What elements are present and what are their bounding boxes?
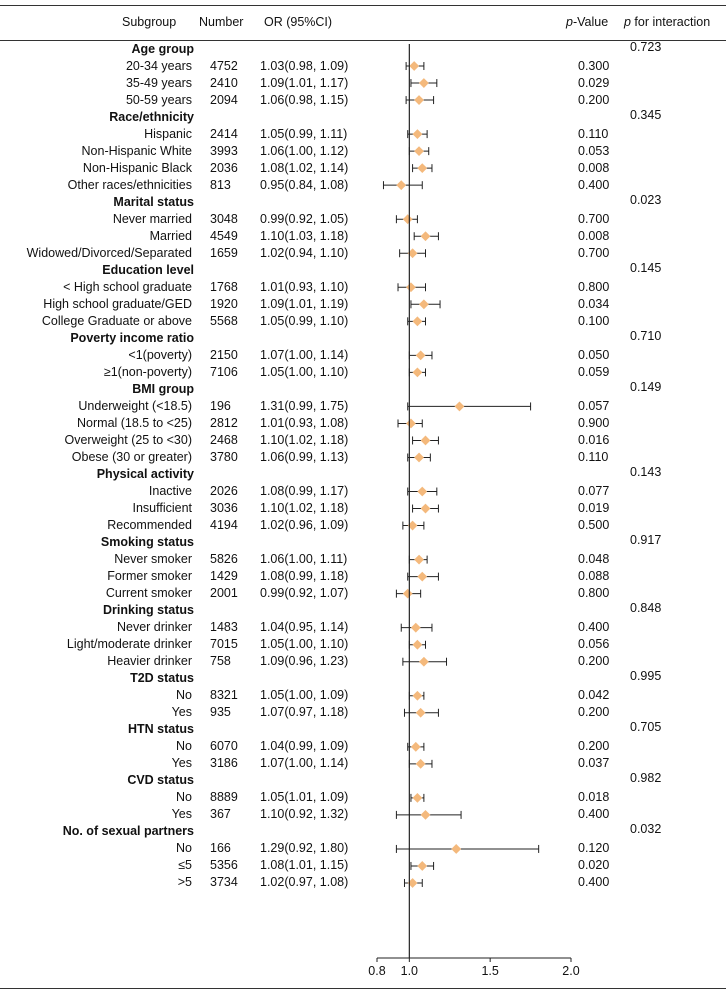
number-cell: 3036 xyxy=(210,501,238,516)
pvalue-cell: 0.037 xyxy=(578,756,610,771)
subgroup-label: No xyxy=(176,739,192,754)
or-ci-cell: 1.07(1.00, 1.14) xyxy=(260,347,349,362)
or-ci-cell: 1.04(0.99, 1.09) xyxy=(260,739,349,754)
pvalue-cell: 0.057 xyxy=(578,398,610,413)
subgroup-label: Hispanic xyxy=(144,126,192,141)
or-ci-cell: 1.06(1.00, 1.12) xyxy=(260,143,349,158)
pvalue-cell: 0.020 xyxy=(578,858,610,873)
or-point-marker xyxy=(397,181,405,189)
p-interaction: 0.723 xyxy=(630,39,662,54)
pvalue-cell: 0.029 xyxy=(578,75,610,90)
subgroup-label: Inactive xyxy=(148,484,192,499)
pvalue-cell: 0.059 xyxy=(578,364,610,379)
number-cell: 4752 xyxy=(210,58,238,73)
or-point-marker xyxy=(407,283,415,291)
or-ci-cell: 0.99(0.92, 1.07) xyxy=(260,586,349,601)
subgroup-label: Other races/ethnicities xyxy=(67,177,192,192)
group-label: Marital status xyxy=(113,194,194,209)
pvalue-cell: 0.800 xyxy=(578,279,610,294)
number-cell: 2026 xyxy=(210,484,238,499)
subgroup-label: Former smoker xyxy=(107,569,192,584)
p-interaction: 0.982 xyxy=(630,771,662,786)
or-ci-cell: 1.08(0.99, 1.17) xyxy=(260,484,349,499)
subgroup-label: Never married xyxy=(112,211,192,226)
pvalue-cell: 0.120 xyxy=(578,841,610,856)
header-pint-rest: for interaction xyxy=(630,15,711,29)
pvalue-cell: 0.056 xyxy=(578,637,610,652)
pvalue-cell: 0.018 xyxy=(578,790,610,805)
number-cell: 1659 xyxy=(210,245,238,260)
pvalue-cell: 0.300 xyxy=(578,58,610,73)
or-point-marker xyxy=(415,147,423,155)
pvalue-cell: 0.110 xyxy=(578,449,609,464)
or-ci-cell: 1.10(0.92, 1.32) xyxy=(260,807,349,822)
subgroup-label: Yes xyxy=(171,807,192,822)
group-label: Education level xyxy=(102,262,194,277)
subgroup-label: ≤5 xyxy=(178,858,192,873)
group-label: BMI group xyxy=(132,381,194,396)
subgroup-label: Overweight (25 to <30) xyxy=(64,432,192,447)
subgroup-label: Never drinker xyxy=(116,620,192,635)
pvalue-cell: 0.042 xyxy=(578,688,610,703)
or-point-marker xyxy=(420,300,428,308)
or-point-marker xyxy=(455,402,463,410)
group-label: HTN status xyxy=(128,722,194,737)
number-cell: 5356 xyxy=(210,858,238,873)
pvalue-cell: 0.900 xyxy=(578,415,610,430)
or-point-marker xyxy=(413,692,421,700)
p-interaction: 0.032 xyxy=(630,822,662,837)
number-cell: 196 xyxy=(210,398,231,413)
x-tick-label: 0.8 xyxy=(368,964,386,978)
subgroup-label: No xyxy=(176,841,192,856)
p-interaction: 0.149 xyxy=(630,379,662,394)
or-point-marker xyxy=(415,453,423,461)
number-cell: 8889 xyxy=(210,790,238,805)
group-label: CVD status xyxy=(127,773,194,788)
pvalue-cell: 0.400 xyxy=(578,807,610,822)
or-ci-cell: 1.05(0.99, 1.11) xyxy=(260,126,348,141)
subgroup-label: No xyxy=(176,790,192,805)
or-ci-cell: 1.07(1.00, 1.14) xyxy=(260,756,349,771)
number-cell: 7015 xyxy=(210,637,238,652)
pvalue-cell: 0.016 xyxy=(578,432,610,447)
or-ci-cell: 0.95(0.84, 1.08) xyxy=(260,177,349,192)
header-pint-italic: p xyxy=(624,15,631,29)
p-interaction: 0.705 xyxy=(630,720,662,735)
or-point-marker xyxy=(421,811,429,819)
p-interaction: 0.995 xyxy=(630,669,662,684)
x-tick-label: 1.5 xyxy=(481,964,499,978)
x-tick-label: 1.0 xyxy=(400,964,419,978)
group-label: Physical activity xyxy=(96,467,194,481)
header-or: OR (95%CI) xyxy=(264,15,333,29)
pvalue-cell: 0.048 xyxy=(578,552,610,567)
p-interaction: 0.345 xyxy=(630,107,662,122)
pvalue-cell: 0.050 xyxy=(578,347,610,362)
or-ci-cell: 1.03(0.98, 1.09) xyxy=(260,58,349,73)
p-interaction: 0.023 xyxy=(630,192,662,207)
pvalue-cell: 0.400 xyxy=(578,177,610,192)
subgroup-label: Current smoker xyxy=(105,586,192,601)
subgroup-label: Heavier drinker xyxy=(107,654,192,669)
or-point-marker xyxy=(416,760,424,768)
or-point-marker xyxy=(416,709,424,717)
or-ci-cell: 1.06(0.98, 1.15) xyxy=(260,92,349,107)
or-point-marker xyxy=(412,743,420,751)
or-ci-cell: 1.04(0.95, 1.14) xyxy=(260,620,349,635)
number-cell: 5568 xyxy=(210,313,238,328)
subgroup-label: Normal (18.5 to <25) xyxy=(77,415,192,430)
or-ci-cell: 1.08(0.99, 1.18) xyxy=(260,569,349,584)
header-subgroup: Subgroup xyxy=(122,15,177,29)
subgroup-label: Non-Hispanic Black xyxy=(82,160,192,175)
or-ci-cell: 1.05(1.00, 1.09) xyxy=(260,688,349,703)
or-point-marker xyxy=(413,641,421,649)
pvalue-cell: 0.800 xyxy=(578,586,610,601)
subgroup-label: Insufficient xyxy=(132,501,192,516)
p-interaction: 0.710 xyxy=(630,328,662,343)
subgroup-label: Underweight (<18.5) xyxy=(78,398,192,413)
pvalue-cell: 0.088 xyxy=(578,569,610,584)
bottom-rule xyxy=(0,988,726,989)
subgroup-label: 20-34 years xyxy=(125,58,192,73)
subgroup-label: Recommended xyxy=(107,518,192,533)
subgroup-label: Yes xyxy=(171,705,192,720)
or-ci-cell: 0.99(0.92, 1.05) xyxy=(260,211,349,226)
or-ci-cell: 1.29(0.92, 1.80) xyxy=(260,841,349,856)
subgroup-label: College Graduate or above xyxy=(41,313,192,328)
group-label: Age group xyxy=(131,41,194,56)
or-point-marker xyxy=(418,862,426,870)
subgroup-label: >5 xyxy=(177,875,192,890)
subgroup-label: No xyxy=(176,688,192,703)
group-label: Race/ethnicity xyxy=(109,109,194,124)
number-cell: 2036 xyxy=(210,160,238,175)
number-cell: 1429 xyxy=(210,569,238,584)
group-label: Smoking status xyxy=(100,535,194,550)
or-ci-cell: 1.06(0.99, 1.13) xyxy=(260,449,349,464)
pvalue-cell: 0.034 xyxy=(578,296,610,311)
number-cell: 4549 xyxy=(210,228,238,243)
x-tick-label: 2.0 xyxy=(562,964,580,978)
or-ci-cell: 1.08(1.01, 1.15) xyxy=(260,858,349,873)
p-interaction: 0.917 xyxy=(630,533,662,548)
number-cell: 7106 xyxy=(210,364,238,379)
or-ci-cell: 1.05(1.00, 1.10) xyxy=(260,364,349,379)
or-ci-cell: 1.31(0.99, 1.75) xyxy=(260,398,349,413)
or-ci-cell: 1.01(0.93, 1.10) xyxy=(260,279,349,294)
subgroup-label: < High school graduate xyxy=(63,279,192,294)
subgroup-label: ≥1(non-poverty) xyxy=(103,364,192,379)
or-ci-cell: 1.09(0.96, 1.23) xyxy=(260,654,349,669)
subgroup-label: 35-49 years xyxy=(125,75,192,90)
or-point-marker xyxy=(415,555,423,563)
subgroup-label: Non-Hispanic White xyxy=(81,143,192,158)
pvalue-cell: 0.700 xyxy=(578,245,610,260)
pvalue-cell: 0.200 xyxy=(578,92,610,107)
number-cell: 6070 xyxy=(210,739,238,754)
pvalue-cell: 0.019 xyxy=(578,501,610,516)
header-pvalue-italic: p xyxy=(566,15,573,29)
or-ci-cell: 1.02(0.97, 1.08) xyxy=(260,875,349,890)
number-cell: 2001 xyxy=(210,586,238,601)
or-ci-cell: 1.02(0.96, 1.09) xyxy=(260,518,349,533)
number-cell: 2468 xyxy=(210,432,238,447)
number-cell: 2094 xyxy=(210,92,238,107)
number-cell: 1920 xyxy=(210,296,238,311)
number-cell: 3780 xyxy=(210,449,238,464)
number-cell: 1483 xyxy=(210,620,238,635)
or-ci-cell: 1.05(0.99, 1.10) xyxy=(260,313,349,328)
or-point-marker xyxy=(413,317,421,325)
number-cell: 367 xyxy=(210,807,231,822)
number-cell: 166 xyxy=(210,841,231,856)
subgroup-label: Obese (30 or greater) xyxy=(71,449,192,464)
or-ci-cell: 1.05(1.00, 1.10) xyxy=(260,637,349,652)
group-label: T2D status xyxy=(130,671,194,686)
or-ci-cell: 1.02(0.94, 1.10) xyxy=(260,245,349,260)
or-point-marker xyxy=(404,589,412,597)
number-cell: 3993 xyxy=(210,143,238,158)
number-cell: 2812 xyxy=(210,415,238,430)
or-point-marker xyxy=(413,368,421,376)
subgroup-label: Widowed/Divorced/Separated xyxy=(26,245,192,260)
subgroup-label: Light/moderate drinker xyxy=(66,637,192,652)
or-point-marker xyxy=(421,504,429,512)
or-point-marker xyxy=(418,487,426,495)
or-point-marker xyxy=(421,232,429,240)
or-point-marker xyxy=(452,845,460,853)
number-cell: 2414 xyxy=(210,126,238,141)
pvalue-cell: 0.200 xyxy=(578,705,610,720)
number-cell: 2150 xyxy=(210,347,238,362)
pvalue-cell: 0.110 xyxy=(578,126,609,141)
or-point-marker xyxy=(407,419,415,427)
number-cell: 3734 xyxy=(210,875,238,890)
or-point-marker xyxy=(420,658,428,666)
or-point-marker xyxy=(416,351,424,359)
or-ci-cell: 1.09(1.01, 1.19) xyxy=(260,296,349,311)
header-number: Number xyxy=(199,15,244,29)
or-ci-cell: 1.06(1.00, 1.11) xyxy=(260,552,348,567)
number-cell: 4194 xyxy=(210,518,238,533)
or-point-marker xyxy=(413,130,421,138)
or-point-marker xyxy=(420,79,428,87)
or-ci-cell: 1.10(1.02, 1.18) xyxy=(260,432,349,447)
pvalue-cell: 0.200 xyxy=(578,739,610,754)
pvalue-cell: 0.008 xyxy=(578,160,610,175)
or-ci-cell: 1.09(1.01, 1.17) xyxy=(260,75,349,90)
subgroup-label: 50-59 years xyxy=(125,92,192,107)
pvalue-cell: 0.200 xyxy=(578,654,610,669)
number-cell: 3048 xyxy=(210,211,238,226)
group-label: Drinking status xyxy=(103,603,194,618)
pvalue-cell: 0.077 xyxy=(578,484,610,499)
subgroup-label: Married xyxy=(149,228,192,243)
number-cell: 935 xyxy=(210,705,231,720)
or-point-marker xyxy=(412,623,420,631)
number-cell: 758 xyxy=(210,654,231,669)
pvalue-cell: 0.400 xyxy=(578,620,610,635)
number-cell: 813 xyxy=(210,177,231,192)
subgroup-label: <1(poverty) xyxy=(128,347,192,362)
subgroup-label: Yes xyxy=(171,756,192,771)
or-ci-cell: 1.01(0.93, 1.08) xyxy=(260,415,349,430)
pvalue-cell: 0.053 xyxy=(578,143,610,158)
number-cell: 2410 xyxy=(210,75,238,90)
or-point-marker xyxy=(418,572,426,580)
group-label: Poverty income ratio xyxy=(70,330,194,345)
header-pvalue-rest: -Value xyxy=(572,15,609,29)
or-ci-cell: 1.07(0.97, 1.18) xyxy=(260,705,349,720)
or-point-marker xyxy=(421,436,429,444)
p-interaction: 0.143 xyxy=(630,465,662,479)
p-interaction: 0.848 xyxy=(630,601,662,616)
or-point-marker xyxy=(413,794,421,802)
number-cell: 5826 xyxy=(210,552,238,567)
subgroup-label: High school graduate/GED xyxy=(43,296,192,311)
or-point-marker xyxy=(410,62,418,70)
or-point-marker xyxy=(415,96,423,104)
or-point-marker xyxy=(404,215,412,223)
group-label: No. of sexual partners xyxy=(62,824,194,839)
pvalue-cell: 0.700 xyxy=(578,211,610,226)
or-ci-cell: 1.08(1.02, 1.14) xyxy=(260,160,349,175)
subgroup-label: Never smoker xyxy=(114,552,192,567)
or-point-marker xyxy=(418,164,426,172)
or-ci-cell: 1.10(1.02, 1.18) xyxy=(260,501,349,516)
pvalue-cell: 0.100 xyxy=(578,313,610,328)
number-cell: 3186 xyxy=(210,756,238,771)
or-ci-cell: 1.05(1.01, 1.09) xyxy=(260,790,349,805)
number-cell: 8321 xyxy=(210,688,238,703)
or-ci-cell: 1.10(1.03, 1.18) xyxy=(260,228,349,243)
p-interaction: 0.145 xyxy=(630,260,662,275)
number-cell: 1768 xyxy=(210,279,238,294)
pvalue-cell: 0.400 xyxy=(578,875,610,890)
pvalue-cell: 0.500 xyxy=(578,518,610,533)
pvalue-cell: 0.008 xyxy=(578,228,610,243)
